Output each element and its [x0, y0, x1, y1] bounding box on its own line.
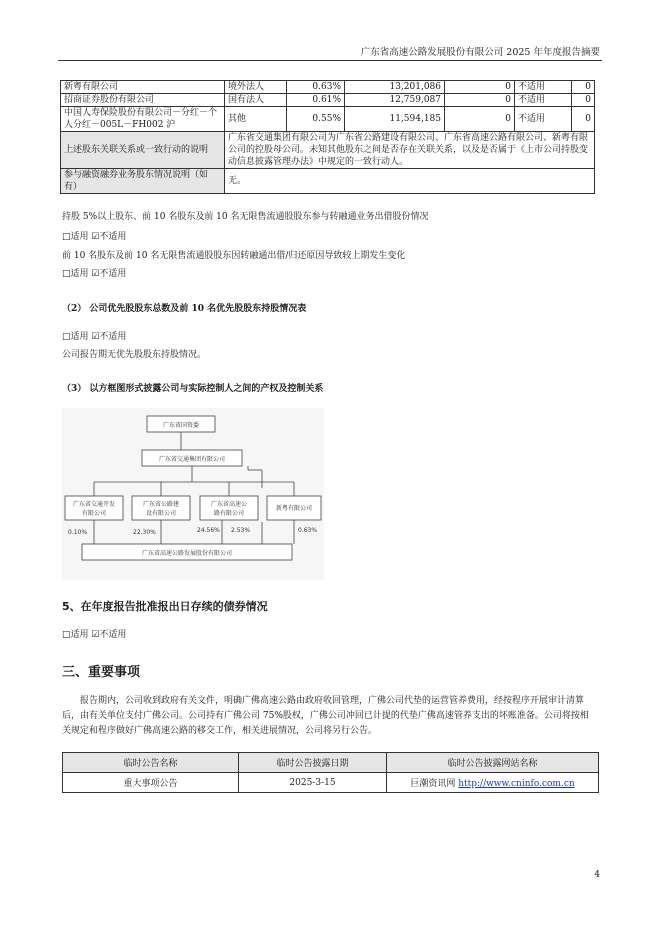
holder-pledge-qty: 0 [572, 107, 595, 132]
holder-shares: 12,759,087 [345, 94, 445, 107]
announcement-site-cell [387, 773, 599, 793]
table-row [63, 773, 599, 793]
lending-na: □适用 ☑不适用 [62, 232, 127, 242]
table-header-row [63, 753, 599, 773]
announcement-name: 重大事项公告 [63, 773, 239, 793]
holder-name: 招商证券股份有限公司 [61, 94, 225, 107]
bond-na: □适用 ☑不适用 [62, 630, 127, 640]
pct-sub-3: 0.63% [298, 527, 318, 534]
holder-pct: 0.63% [287, 81, 345, 94]
preferred-text: 公司报告期无优先股股东持股情况。 [62, 350, 207, 360]
preferred-section-title: （2） 公司优先股股东总数及前 10 名优先股股东持股情况表 [62, 304, 307, 314]
col-header-name: 临时公告名称 [63, 753, 239, 773]
holder-type: 其他 [225, 107, 287, 132]
table-row [61, 132, 595, 169]
label-sub-0-l2: 有限公司 [81, 510, 107, 517]
lending-line: 持股 5%以上股东、前 10 名股东及前 10 名无限售流通股股东参与转融通业务出借股份情况 [62, 212, 429, 222]
pct-sub-0: 0.10% [68, 529, 88, 536]
preferred-na: □适用 ☑不适用 [62, 332, 127, 342]
pct-direct: 2.53% [231, 527, 251, 534]
holder-type: 国有法人 [225, 94, 287, 107]
label-sub-2-l2: 路有限公司 [213, 510, 245, 517]
label-bottom: 广东省高速公路发展股份有限公司 [141, 550, 233, 557]
pct-sub-1: 22.30% [133, 529, 156, 536]
holder-pledge-qty: 0 [572, 94, 595, 107]
holder-type: 境外法人 [225, 81, 287, 94]
holder-shares: 13,201,086 [345, 81, 445, 94]
holder-pledge: 不适用 [515, 107, 572, 132]
label-sub-3-l1: 新粤有限公司 [275, 505, 313, 512]
announcement-table [62, 752, 599, 793]
major-section-title: 三、重要事项 [62, 665, 141, 680]
margin-label: 参与融资融券业务股东情况说明（如有） [61, 169, 225, 194]
holder-pledge: 不适用 [515, 94, 572, 107]
holder-pledge: 不适用 [515, 81, 572, 94]
site-name: 巨潮资讯网 [410, 779, 456, 789]
change-line: 前 10 名股东及前 10 名无限售流通股股东因转融通出借/归还原因导致较上期发生变化 [62, 251, 406, 261]
col-header-date: 临时公告披露日期 [239, 753, 387, 773]
ownership-diagram [62, 408, 324, 580]
label-sub-1-l1: 广东省公路建 [142, 501, 180, 508]
site-link[interactable]: http://www.cninfo.com.cn [458, 779, 575, 789]
label-sub-2-l1: 广东省高速公 [210, 501, 248, 508]
holder-name: 中国人寿保险股份有限公司－分红－个人分红－005L－FH002 沪 [61, 107, 225, 132]
major-paragraph: 报告期内，公司收到政府有关文件，明确广佛高速公路由政府收回管理，广佛公司代垫的运营管养费用，经按程序开展审计清算后，由有关单位支付广佛公司。公司持有广佛公司 75%股权，广佛公司冲回已计提的代垫广佛高速管养支出的坏账准备。公司将按相关规定和程序做好广佛高速公路的移交工作，相关进展情况，公司将另行公告。 [62, 696, 589, 736]
table-row [61, 81, 595, 94]
holder-limited: 0 [445, 107, 515, 132]
table-row [61, 94, 595, 107]
page-number: 4 [594, 870, 600, 880]
holder-pledge-qty: 0 [572, 81, 595, 94]
table-row [61, 107, 595, 132]
shareholder-table [60, 80, 595, 194]
pct-sub-2: 24.56% [197, 527, 220, 534]
label-group: 广东省交通集团有限公司 [158, 456, 226, 463]
table-row [61, 169, 595, 194]
label-sasac: 广东省国资委 [162, 422, 200, 429]
ownership-section-title: （3） 以方框图形式披露公司与实际控制人之间的产权及控制关系 [62, 384, 324, 394]
holder-limited: 0 [445, 81, 515, 94]
col-header-site: 临时公告披露网站名称 [387, 753, 599, 773]
holder-shares: 11,594,185 [345, 107, 445, 132]
page-header: 广东省高速公路发展股份有限公司 2025 年年度报告摘要 [360, 47, 600, 58]
holder-pct: 0.61% [287, 94, 345, 107]
related-text: 广东省交通集团有限公司为广东省公路建设有限公司、广东省高速公路有限公司、新粤有限公司的控股母公司。未知其他股东之间是否存在关联关系，以及是否属于《上市公司持股变动信息披露管理办法》中规定的一致行动人。 [225, 132, 595, 169]
margin-text: 无。 [225, 169, 595, 194]
related-label: 上述股东关联关系或一致行动的说明 [61, 132, 225, 169]
header-rule [58, 60, 602, 61]
holder-pct: 0.55% [287, 107, 345, 132]
holder-limited: 0 [445, 94, 515, 107]
holder-name: 新粤有限公司 [61, 81, 225, 94]
announcement-date: 2025-3-15 [239, 773, 387, 793]
change-na: □适用 ☑不适用 [62, 269, 127, 279]
label-sub-0-l1: 广东省交通开发 [72, 501, 116, 508]
bond-section-title: 5、在年度报告批准报出日存续的债券情况 [62, 600, 268, 613]
label-sub-1-l2: 设有限公司 [145, 510, 177, 517]
